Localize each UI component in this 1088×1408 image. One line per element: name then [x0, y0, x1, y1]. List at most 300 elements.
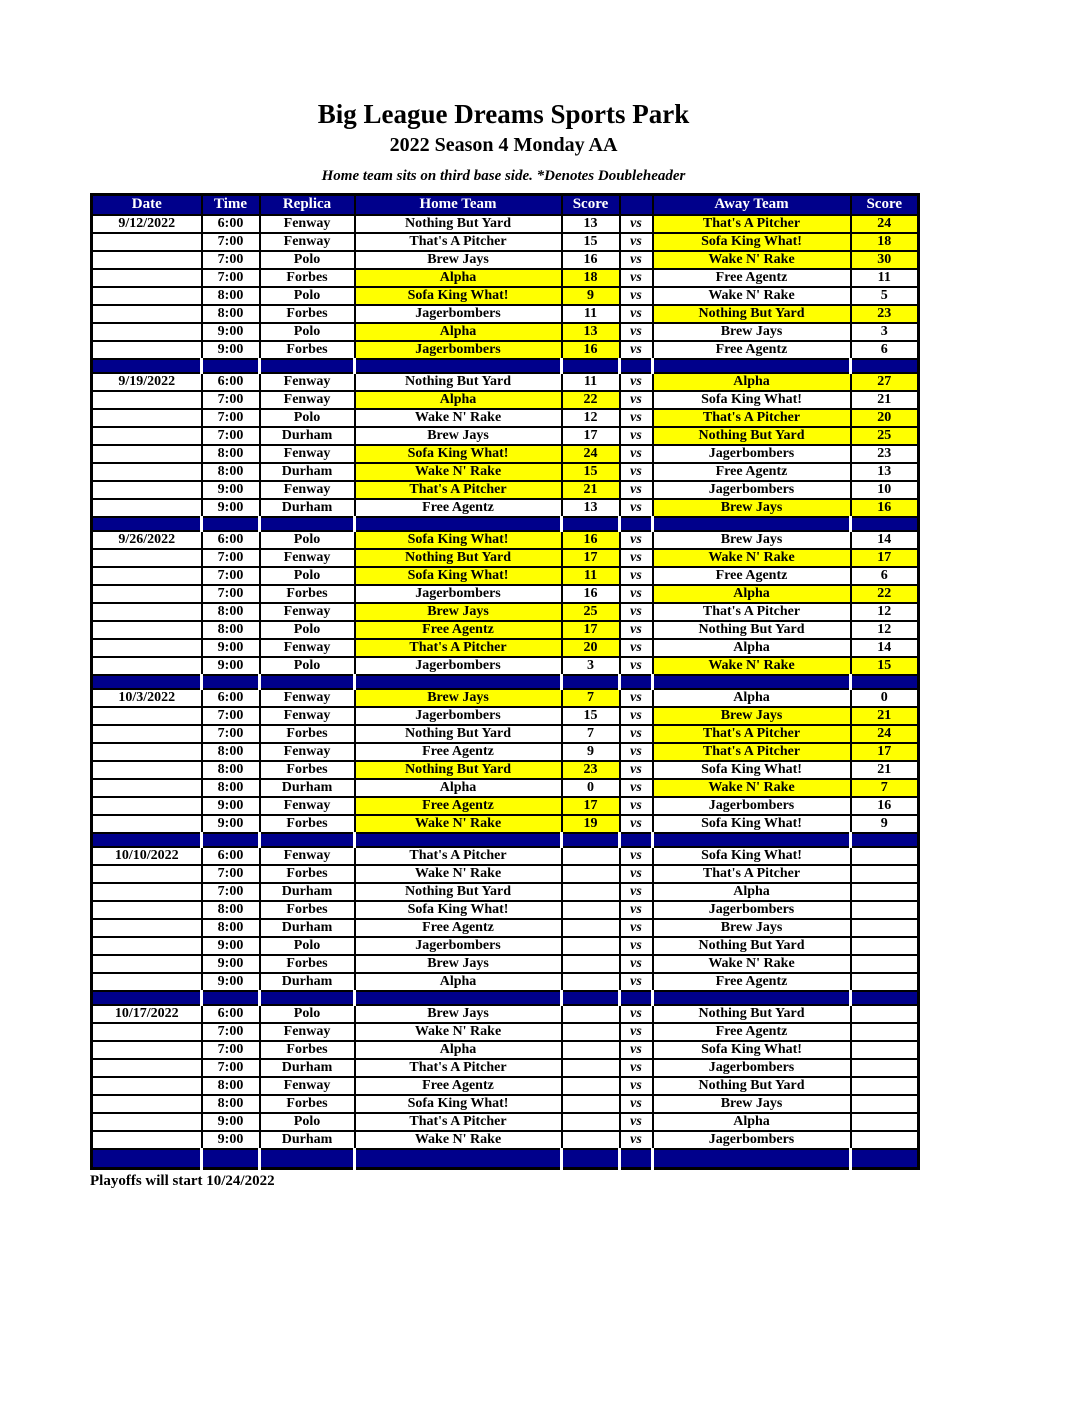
game-row: [92, 865, 919, 883]
vs-cell: vs: [620, 797, 653, 815]
home-team-cell: Jagerbombers: [355, 305, 562, 323]
home-team-cell: Nothing But Yard: [355, 883, 562, 901]
separator-cell: [562, 517, 620, 531]
vs-cell: vs: [620, 233, 653, 251]
game-row: [92, 621, 919, 639]
game-row: [92, 1023, 919, 1041]
home-team-cell: Wake N' Rake: [355, 1023, 562, 1041]
away-team-cell: That's A Pitcher: [653, 865, 851, 883]
time-cell: 6:00: [202, 373, 260, 391]
col-header-vs: [620, 195, 653, 215]
away-score-cell: [851, 937, 919, 955]
away-team-cell: Sofa King What!: [653, 391, 851, 409]
vs-cell: vs: [620, 901, 653, 919]
time-cell: 9:00: [202, 323, 260, 341]
away-score-cell: 17: [851, 549, 919, 567]
game-row: [92, 341, 919, 359]
home-score-cell: 9: [562, 287, 620, 305]
away-score-cell: 23: [851, 305, 919, 323]
home-score-cell: [562, 955, 620, 973]
separator-cell: [260, 833, 355, 847]
game-row: [92, 251, 919, 269]
vs-cell: vs: [620, 639, 653, 657]
time-cell: 9:00: [202, 499, 260, 517]
vs-cell: vs: [620, 427, 653, 445]
home-score-cell: 19: [562, 815, 620, 833]
away-team-cell: Brew Jays: [653, 919, 851, 937]
home-score-cell: 15: [562, 463, 620, 481]
away-score-cell: [851, 883, 919, 901]
separator-cell: [260, 991, 355, 1005]
away-team-cell: Nothing But Yard: [653, 937, 851, 955]
replica-cell: Polo: [260, 567, 355, 585]
date-cell: [92, 409, 202, 427]
vs-cell: vs: [620, 445, 653, 463]
replica-cell: Durham: [260, 1131, 355, 1149]
home-team-cell: Sofa King What!: [355, 445, 562, 463]
home-team-cell: That's A Pitcher: [355, 1059, 562, 1077]
home-score-cell: 11: [562, 567, 620, 585]
separator-cell: [851, 991, 919, 1005]
separator-cell: [653, 833, 851, 847]
date-cell: [92, 251, 202, 269]
vs-cell: vs: [620, 1023, 653, 1041]
vs-cell: vs: [620, 621, 653, 639]
replica-cell: Fenway: [260, 847, 355, 865]
separator-cell: [355, 833, 562, 847]
away-team-cell: Jagerbombers: [653, 445, 851, 463]
game-row: [92, 1041, 919, 1059]
away-score-cell: 6: [851, 567, 919, 585]
vs-cell: vs: [620, 567, 653, 585]
home-score-cell: [562, 865, 620, 883]
time-cell: 7:00: [202, 1023, 260, 1041]
away-team-cell: Brew Jays: [653, 1095, 851, 1113]
game-row: [92, 955, 919, 973]
page-title: Big League Dreams Sports Park: [317, 99, 690, 129]
replica-cell: Fenway: [260, 373, 355, 391]
game-row: [92, 973, 919, 991]
date-cell: [92, 639, 202, 657]
separator-cell: [260, 1149, 355, 1169]
away-score-cell: 21: [851, 391, 919, 409]
home-score-cell: 17: [562, 797, 620, 815]
vs-cell: vs: [620, 391, 653, 409]
replica-cell: Forbes: [260, 269, 355, 287]
home-team-cell: Sofa King What!: [355, 287, 562, 305]
away-score-cell: [851, 919, 919, 937]
home-score-cell: [562, 1077, 620, 1095]
separator-cell: [355, 991, 562, 1005]
vs-cell: vs: [620, 463, 653, 481]
separator-cell: [202, 833, 260, 847]
col-header-home-score: Score: [562, 195, 620, 215]
away-team-cell: Nothing But Yard: [653, 1005, 851, 1023]
playoffs-note: Playoffs will start 10/24/2022: [90, 1173, 275, 1189]
replica-cell: Fenway: [260, 689, 355, 707]
away-team-cell: Brew Jays: [653, 531, 851, 549]
game-row: [92, 1095, 919, 1113]
away-score-cell: 21: [851, 761, 919, 779]
date-cell: [92, 305, 202, 323]
home-score-cell: 13: [562, 215, 620, 233]
time-cell: 8:00: [202, 1095, 260, 1113]
away-team-cell: Alpha: [653, 585, 851, 603]
vs-cell: vs: [620, 779, 653, 797]
time-cell: 8:00: [202, 761, 260, 779]
time-cell: 9:00: [202, 1113, 260, 1131]
away-team-cell: Wake N' Rake: [653, 251, 851, 269]
vs-cell: vs: [620, 341, 653, 359]
date-cell: [92, 499, 202, 517]
time-cell: 9:00: [202, 955, 260, 973]
home-score-cell: 17: [562, 427, 620, 445]
away-team-cell: Wake N' Rake: [653, 657, 851, 675]
home-team-cell: Brew Jays: [355, 603, 562, 621]
date-cell: [92, 955, 202, 973]
replica-cell: Forbes: [260, 761, 355, 779]
away-team-cell: Wake N' Rake: [653, 549, 851, 567]
away-team-cell: Free Agentz: [653, 1023, 851, 1041]
replica-cell: Durham: [260, 427, 355, 445]
home-score-cell: 11: [562, 373, 620, 391]
replica-cell: Forbes: [260, 585, 355, 603]
home-score-cell: 25: [562, 603, 620, 621]
vs-cell: vs: [620, 725, 653, 743]
time-cell: 8:00: [202, 743, 260, 761]
away-score-cell: [851, 1023, 919, 1041]
away-score-cell: 12: [851, 603, 919, 621]
home-team-cell: Alpha: [355, 1041, 562, 1059]
date-cell: [92, 779, 202, 797]
time-cell: 9:00: [202, 481, 260, 499]
game-row: [92, 937, 919, 955]
away-team-cell: That's A Pitcher: [653, 603, 851, 621]
vs-cell: vs: [620, 269, 653, 287]
away-score-cell: 25: [851, 427, 919, 445]
game-row: [92, 215, 919, 233]
game-row: [92, 1059, 919, 1077]
away-team-cell: Free Agentz: [653, 269, 851, 287]
date-cell: [92, 797, 202, 815]
away-team-cell: That's A Pitcher: [653, 725, 851, 743]
separator-cell: [355, 359, 562, 373]
replica-cell: Polo: [260, 657, 355, 675]
away-score-cell: 23: [851, 445, 919, 463]
separator-cell: [653, 517, 851, 531]
date-cell: [92, 463, 202, 481]
away-score-cell: [851, 1059, 919, 1077]
date-cell: [92, 585, 202, 603]
home-team-cell: Jagerbombers: [355, 341, 562, 359]
home-team-cell: Wake N' Rake: [355, 1131, 562, 1149]
date-cell: [92, 743, 202, 761]
away-team-cell: Free Agentz: [653, 341, 851, 359]
date-cell: [92, 919, 202, 937]
home-score-cell: 21: [562, 481, 620, 499]
vs-cell: vs: [620, 883, 653, 901]
vs-cell: vs: [620, 1113, 653, 1131]
game-row: [92, 797, 919, 815]
vs-cell: vs: [620, 549, 653, 567]
home-team-cell: Sofa King What!: [355, 531, 562, 549]
home-team-cell: Brew Jays: [355, 689, 562, 707]
away-team-cell: Free Agentz: [653, 567, 851, 585]
home-team-cell: Nothing But Yard: [355, 725, 562, 743]
game-row: [92, 445, 919, 463]
vs-cell: vs: [620, 1005, 653, 1023]
section-separator-row: [92, 675, 919, 689]
separator-cell: [260, 517, 355, 531]
replica-cell: Fenway: [260, 797, 355, 815]
game-row: [92, 499, 919, 517]
separator-cell: [851, 1149, 919, 1169]
away-score-cell: 14: [851, 639, 919, 657]
game-row: [92, 1077, 919, 1095]
replica-cell: Fenway: [260, 445, 355, 463]
home-team-cell: Free Agentz: [355, 499, 562, 517]
replica-cell: Polo: [260, 251, 355, 269]
date-cell: [92, 1023, 202, 1041]
vs-cell: vs: [620, 937, 653, 955]
date-cell: [92, 603, 202, 621]
separator-cell: [851, 675, 919, 689]
vs-cell: vs: [620, 761, 653, 779]
game-row: [92, 531, 919, 549]
game-row: [92, 1005, 919, 1023]
home-team-cell: Sofa King What!: [355, 901, 562, 919]
vs-cell: vs: [620, 305, 653, 323]
separator-cell: [92, 359, 202, 373]
separator-cell: [620, 1149, 653, 1169]
home-score-cell: [562, 901, 620, 919]
game-row: [92, 481, 919, 499]
game-row: [92, 815, 919, 833]
away-team-cell: Sofa King What!: [653, 761, 851, 779]
home-team-cell: Free Agentz: [355, 621, 562, 639]
home-team-cell: Brew Jays: [355, 427, 562, 445]
separator-cell: [355, 517, 562, 531]
date-cell: 9/26/2022: [92, 531, 202, 549]
vs-cell: vs: [620, 1041, 653, 1059]
home-team-cell: That's A Pitcher: [355, 639, 562, 657]
vs-cell: vs: [620, 603, 653, 621]
separator-cell: [355, 675, 562, 689]
home-team-cell: Jagerbombers: [355, 937, 562, 955]
col-header-replica: Replica: [260, 195, 355, 215]
home-score-cell: [562, 1005, 620, 1023]
time-cell: 8:00: [202, 919, 260, 937]
home-team-cell: Wake N' Rake: [355, 815, 562, 833]
home-score-cell: [562, 1023, 620, 1041]
away-score-cell: 16: [851, 499, 919, 517]
schedule-table: [90, 193, 920, 1170]
away-score-cell: 11: [851, 269, 919, 287]
game-row: [92, 287, 919, 305]
away-score-cell: [851, 901, 919, 919]
replica-cell: Polo: [260, 937, 355, 955]
separator-cell: [653, 991, 851, 1005]
away-score-cell: [851, 1131, 919, 1149]
separator-cell: [653, 675, 851, 689]
away-team-cell: Sofa King What!: [653, 847, 851, 865]
home-team-cell: Wake N' Rake: [355, 409, 562, 427]
away-team-cell: Wake N' Rake: [653, 955, 851, 973]
home-team-cell: Brew Jays: [355, 251, 562, 269]
separator-cell: [202, 991, 260, 1005]
vs-cell: vs: [620, 481, 653, 499]
home-score-cell: [562, 883, 620, 901]
home-team-cell: Alpha: [355, 323, 562, 341]
away-score-cell: 10: [851, 481, 919, 499]
away-team-cell: Nothing But Yard: [653, 427, 851, 445]
separator-cell: [562, 675, 620, 689]
vs-cell: vs: [620, 373, 653, 391]
time-cell: 8:00: [202, 305, 260, 323]
game-row: [92, 901, 919, 919]
replica-cell: Polo: [260, 1005, 355, 1023]
game-row: [92, 883, 919, 901]
time-cell: 6:00: [202, 215, 260, 233]
game-row: [92, 305, 919, 323]
away-score-cell: [851, 973, 919, 991]
section-separator-row: [92, 991, 919, 1005]
vs-cell: vs: [620, 1131, 653, 1149]
time-cell: 9:00: [202, 639, 260, 657]
vs-cell: vs: [620, 1077, 653, 1095]
time-cell: 7:00: [202, 883, 260, 901]
date-cell: [92, 567, 202, 585]
time-cell: 7:00: [202, 549, 260, 567]
home-score-cell: 20: [562, 639, 620, 657]
home-team-cell: That's A Pitcher: [355, 847, 562, 865]
date-cell: [92, 883, 202, 901]
vs-cell: vs: [620, 531, 653, 549]
replica-cell: Durham: [260, 973, 355, 991]
away-score-cell: 7: [851, 779, 919, 797]
home-team-cell: Alpha: [355, 391, 562, 409]
time-cell: 7:00: [202, 409, 260, 427]
separator-cell: [562, 991, 620, 1005]
away-team-cell: Free Agentz: [653, 973, 851, 991]
away-team-cell: Brew Jays: [653, 323, 851, 341]
away-team-cell: That's A Pitcher: [653, 409, 851, 427]
home-score-cell: [562, 937, 620, 955]
replica-cell: Durham: [260, 463, 355, 481]
vs-cell: vs: [620, 973, 653, 991]
date-cell: [92, 481, 202, 499]
away-team-cell: Wake N' Rake: [653, 779, 851, 797]
separator-cell: [92, 517, 202, 531]
vs-cell: vs: [620, 743, 653, 761]
home-team-cell: Nothing But Yard: [355, 549, 562, 567]
time-cell: 7:00: [202, 725, 260, 743]
time-cell: 7:00: [202, 233, 260, 251]
away-score-cell: 20: [851, 409, 919, 427]
separator-cell: [92, 1149, 202, 1169]
replica-cell: Durham: [260, 919, 355, 937]
date-cell: [92, 1041, 202, 1059]
game-row: [92, 919, 919, 937]
game-row: [92, 409, 919, 427]
home-team-cell: That's A Pitcher: [355, 233, 562, 251]
time-cell: 8:00: [202, 621, 260, 639]
replica-cell: Forbes: [260, 955, 355, 973]
vs-cell: vs: [620, 689, 653, 707]
time-cell: 7:00: [202, 391, 260, 409]
vs-cell: vs: [620, 1059, 653, 1077]
separator-cell: [620, 517, 653, 531]
away-score-cell: 24: [851, 215, 919, 233]
game-row: [92, 427, 919, 445]
vs-cell: vs: [620, 865, 653, 883]
date-cell: 10/10/2022: [92, 847, 202, 865]
separator-cell: [202, 1149, 260, 1169]
separator-cell: [562, 833, 620, 847]
home-score-cell: 24: [562, 445, 620, 463]
game-row: [92, 323, 919, 341]
game-row: [92, 391, 919, 409]
vs-cell: vs: [620, 657, 653, 675]
time-cell: 9:00: [202, 341, 260, 359]
separator-cell: [620, 833, 653, 847]
home-team-cell: Jagerbombers: [355, 585, 562, 603]
away-team-cell: Jagerbombers: [653, 797, 851, 815]
home-team-cell: Jagerbombers: [355, 657, 562, 675]
date-cell: [92, 815, 202, 833]
game-row: [92, 689, 919, 707]
separator-cell: [562, 359, 620, 373]
replica-cell: Fenway: [260, 1077, 355, 1095]
separator-cell: [851, 517, 919, 531]
replica-cell: Forbes: [260, 901, 355, 919]
home-score-cell: 23: [562, 761, 620, 779]
col-header-date: Date: [92, 195, 202, 215]
home-score-cell: 0: [562, 779, 620, 797]
home-team-cell: Nothing But Yard: [355, 761, 562, 779]
away-team-cell: Nothing But Yard: [653, 1077, 851, 1095]
home-team-cell: Alpha: [355, 269, 562, 287]
vs-cell: vs: [620, 251, 653, 269]
home-team-cell: Sofa King What!: [355, 567, 562, 585]
col-header-home-team: Home Team: [355, 195, 562, 215]
col-header-away-team: Away Team: [653, 195, 851, 215]
time-cell: 7:00: [202, 707, 260, 725]
replica-cell: Fenway: [260, 549, 355, 567]
date-cell: [92, 657, 202, 675]
home-team-cell: Wake N' Rake: [355, 463, 562, 481]
game-row: [92, 847, 919, 865]
away-team-cell: Brew Jays: [653, 499, 851, 517]
home-team-cell: Alpha: [355, 973, 562, 991]
vs-cell: vs: [620, 409, 653, 427]
date-cell: [92, 1095, 202, 1113]
date-cell: [92, 707, 202, 725]
section-separator-row: [92, 1149, 919, 1169]
home-team-cell: Sofa King What!: [355, 1095, 562, 1113]
away-score-cell: 14: [851, 531, 919, 549]
home-score-cell: 17: [562, 621, 620, 639]
date-cell: [92, 937, 202, 955]
time-cell: 7:00: [202, 269, 260, 287]
home-score-cell: [562, 1041, 620, 1059]
away-score-cell: [851, 847, 919, 865]
home-score-cell: 3: [562, 657, 620, 675]
section-separator-row: [92, 359, 919, 373]
time-cell: 7:00: [202, 1059, 260, 1077]
away-score-cell: 0: [851, 689, 919, 707]
col-header-away-score: Score: [851, 195, 919, 215]
